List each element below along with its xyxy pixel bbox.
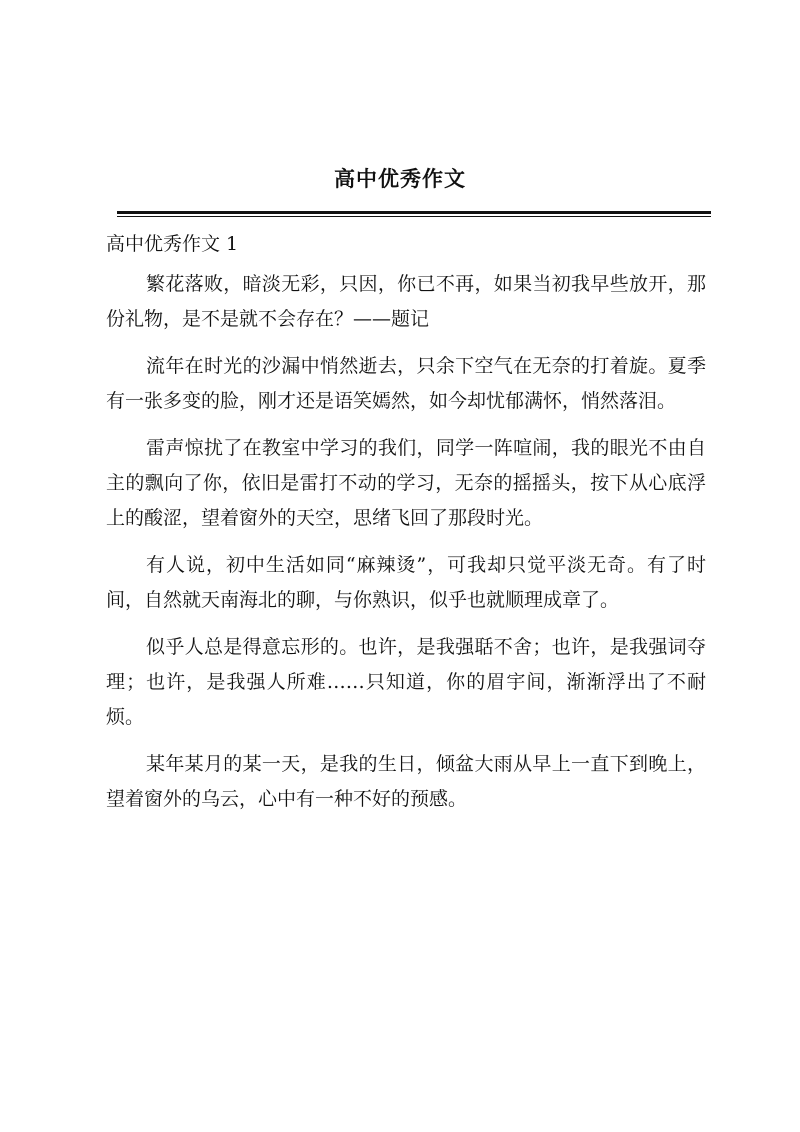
paragraph-1: 繁花落败，暗淡无彩，只因，你已不再，如果当初我早些放开，那份礼物，是不是就不会存在？——题记 [106, 273, 706, 330]
title-rule-thin [117, 216, 711, 217]
title-rule-thick [117, 211, 711, 214]
paragraph-3: 雷声惊扰了在教室中学习的我们，同学一阵喧闹，我的眼光不由自主的飘向了你，依旧是雷打不动的学习，无奈的摇摇头，按下从心底浮上的酸涩，望着窗外的天空，思绪飞回了那段时光。 [106, 437, 706, 529]
document-title: 高中优秀作文 [334, 166, 466, 191]
paragraph-2: 流年在时光的沙漏中悄然逝去，只余下空气在无奈的打着旋。夏季有一张多变的脸，刚才还是语笑嫣然，如今却忧郁满怀，悄然落泪。 [106, 355, 706, 412]
document-body [106, 229, 706, 829]
paragraph-5: 似乎人总是得意忘形的。也许，是我强聒不舍；也许，是我强词夺理；也许，是我强人所难……只知道，你的眉宇间，渐渐浮出了不耐烦。 [106, 636, 706, 728]
section-heading: 高中优秀作文 1 [106, 233, 239, 255]
paragraph-6: 某年某月的某一天，是我的生日，倾盆大雨从早上一直下到晚上，望着窗外的乌云，心中有一种不好的预感。 [106, 753, 706, 810]
paragraph-4: 有人说，初中生活如同“麻辣烫”，可我却只觉平淡无奇。有了时间，自然就天南海北的聊，与你熟识，似乎也就顺理成章了。 [106, 554, 706, 611]
